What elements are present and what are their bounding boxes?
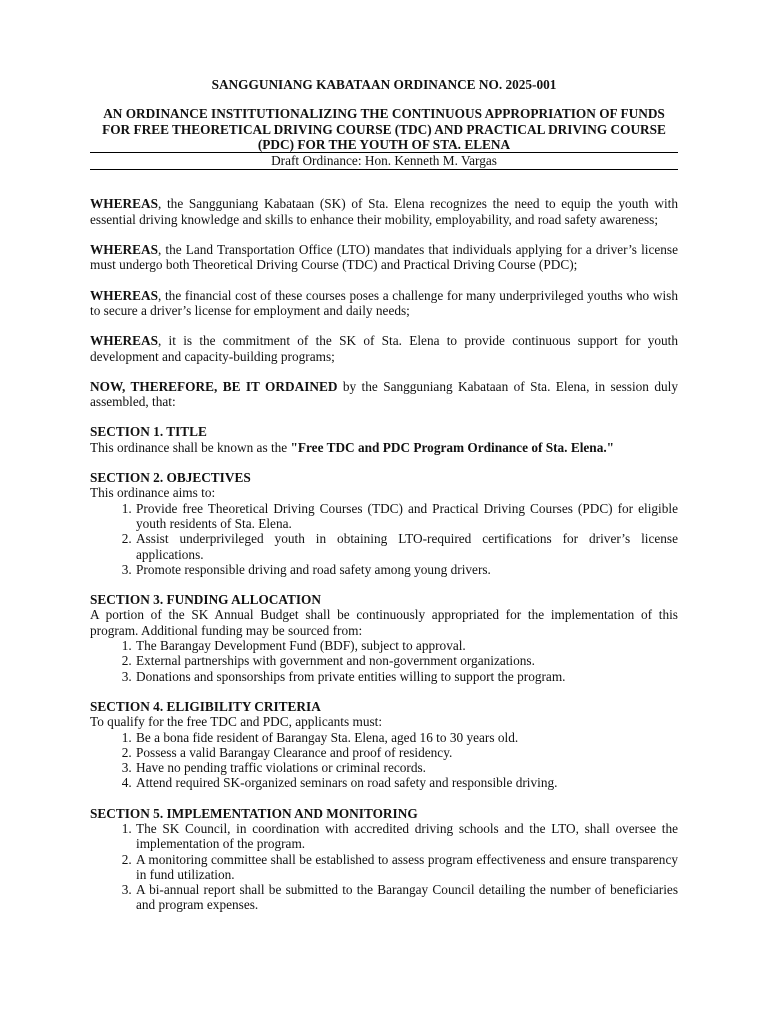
- list-item: 3. Have no pending traffic violations or criminal records.: [135, 760, 678, 775]
- section-intro: To qualify for the free TDC and PDC, applicants must:: [90, 714, 383, 730]
- ordinance-title: AN ORDINANCE INSTITUTIONALIZING THE CONTINUOUS APPROPRIATION OF FUNDS FOR FREE THEORETICAL DRIVING COURSE (TDC) AND PRACTICAL DRIVING COURSE (PDC) FOR THE YOUTH OF STA. ELENA: [102, 106, 666, 152]
- whereas-lead: WHEREAS: [90, 196, 158, 212]
- section-title: SECTION 3. FUNDING ALLOCATION: [90, 592, 322, 608]
- whereas-clause-2: [90, 242, 678, 273]
- list-item: 3. Donations and sponsorships from private entities willing to support the program.: [135, 669, 678, 684]
- ordained-lead: NOW, THEREFORE, BE IT ORDAINED: [90, 378, 338, 394]
- list-item: 2. Assist underprivileged youth in obtaining LTO-required certifications for driver’s license applications.: [135, 531, 678, 562]
- section-1: [90, 424, 678, 455]
- ordained-clause: [90, 379, 678, 410]
- objectives-list: [90, 501, 678, 577]
- implementation-list: [90, 821, 678, 913]
- list-item: 2. External partnerships with government and non-government organizations.: [135, 653, 678, 668]
- section-title: SECTION 2. OBJECTIVES: [90, 470, 251, 486]
- whereas-clause-1: [90, 196, 678, 227]
- whereas-lead: WHEREAS: [90, 333, 158, 349]
- whereas-lead: WHEREAS: [90, 242, 158, 258]
- list-item: 3. Promote responsible driving and road safety among young drivers.: [135, 562, 678, 577]
- whereas-clause-4: [90, 333, 678, 364]
- list-item: 2. A monitoring committee shall be established to assess program effectiveness and ensure transparency in fund utilization.: [135, 852, 678, 883]
- list-item: 1. The SK Council, in coordination with accredited driving schools and the LTO, shall oversee the implementation of the program.: [135, 821, 678, 852]
- section-4: [90, 699, 678, 791]
- section-body-text: This ordinance shall be known as the: [90, 439, 291, 455]
- section-5: [90, 806, 678, 913]
- list-item: 1. Provide free Theoretical Driving Courses (TDC) and Practical Driving Courses (PDC) for eligible youth residents of Sta. Elena.: [135, 501, 678, 532]
- whereas-lead: WHEREAS: [90, 287, 158, 303]
- eligibility-list: [90, 730, 678, 791]
- section-title: SECTION 1. TITLE: [90, 424, 207, 440]
- program-name: "Free TDC and PDC Program Ordinance of Sta. Elena.": [290, 439, 615, 455]
- whereas-text: , the financial cost of these courses poses a challenge for many underprivileged youths who wish to secure a driver’s license for employment and daily needs;: [90, 287, 678, 318]
- section-3: [90, 592, 678, 684]
- draft-author-line: Draft Ordinance: Hon. Kenneth M. Vargas: [271, 153, 497, 169]
- list-item: 1. Be a bona fide resident of Barangay Sta. Elena, aged 16 to 30 years old.: [135, 730, 678, 745]
- section-intro: A portion of the SK Annual Budget shall be continuously appropriated for the implementation of this program. Additional funding may be sourced from:: [90, 607, 678, 638]
- list-item: 1. The Barangay Development Fund (BDF), subject to approval.: [135, 638, 678, 653]
- funding-sources-list: [90, 638, 678, 684]
- list-item: 2. Possess a valid Barangay Clearance and proof of residency.: [135, 745, 678, 760]
- list-item: 4. Attend required SK-organized seminars on road safety and responsible driving.: [135, 775, 678, 790]
- draft-divider: [90, 169, 678, 170]
- whereas-text: , it is the commitment of the SK of Sta. Elena to provide continuous support for youth development and capacity-building programs;: [90, 333, 678, 364]
- section-body: [90, 440, 678, 455]
- section-title: SECTION 4. ELIGIBILITY CRITERIA: [90, 698, 321, 714]
- ordained-text: by the Sangguniang Kabataan of Sta. Elena, in session duly assembled, that:: [90, 378, 678, 410]
- ordinance-number: SANGGUNIANG KABATAAN ORDINANCE NO. 2025-001: [211, 77, 557, 92]
- whereas-text: , the Sangguniang Kabataan (SK) of Sta. Elena recognizes the need to equip the youth with essential driving knowledge and skills to enhance their mobility, employability, and road safety awareness;: [90, 196, 678, 227]
- list-item: 3. A bi-annual report shall be submitted to the Barangay Council detailing the number of beneficiaries and program expenses.: [135, 882, 678, 913]
- whereas-clause-3: [90, 288, 678, 319]
- section-title: SECTION 5. IMPLEMENTATION AND MONITORING: [90, 805, 418, 821]
- section-2: [90, 470, 678, 577]
- section-intro: This ordinance aims to:: [90, 485, 216, 501]
- whereas-text: , the Land Transportation Office (LTO) mandates that individuals applying for a driver’s license must undergo both Theoretical Driving Course (TDC) and Practical Driving Course (PDC);: [90, 242, 678, 273]
